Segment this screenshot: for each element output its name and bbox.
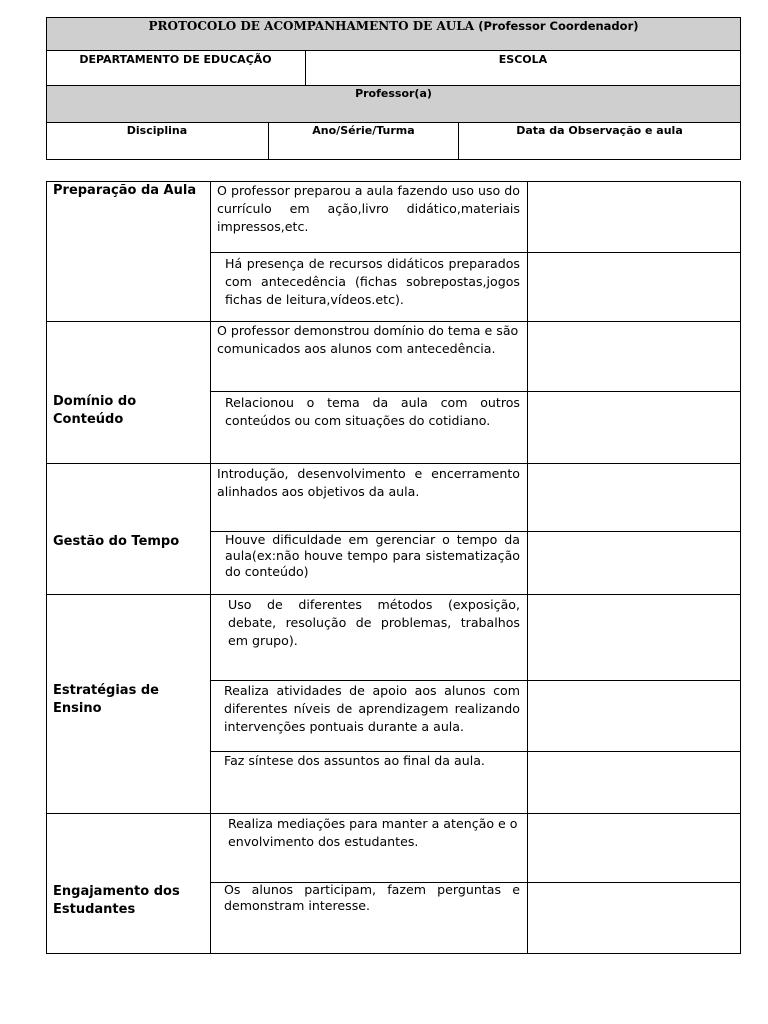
rating-cell[interactable] bbox=[528, 595, 740, 680]
criterion-item: Realiza mediações para manter a atenção e o envolvimento dos estudantes. bbox=[228, 816, 518, 849]
criterion-label: Estratégias de Ensino bbox=[53, 683, 159, 716]
department-label: DEPARTAMENTO DE EDUCAÇÃO bbox=[79, 53, 272, 66]
rating-cell[interactable] bbox=[528, 464, 740, 531]
criterion-item: Faz síntese dos assuntos ao final da aula. bbox=[224, 753, 485, 768]
criterion-item: Os alunos participam, fazem perguntas e demonstram interesse. bbox=[224, 882, 520, 913]
criterion-item: Introdução, desenvolvimento e encerramento alinhados aos objetivos da aula. bbox=[217, 466, 520, 499]
criterion-item: O professor preparou a aula fazendo uso uso do currículo em ação,livro didático,materiais impressos,etc. bbox=[217, 183, 520, 234]
form-title: PROTOCOLO DE ACOMPANHAMENTO DE AULA (Professor Coordenador) bbox=[148, 19, 639, 33]
rating-cell[interactable] bbox=[528, 814, 740, 882]
criterion-item: O professor demonstrou domínio do tema e são comunicados aos alunos com antecedência. bbox=[217, 323, 519, 356]
criterion-label: Gestão do Tempo bbox=[53, 534, 180, 549]
criterion-item: Houve dificuldade em gerenciar o tempo da aula(ex:não houve tempo para sistematização do conteúdo) bbox=[225, 532, 520, 579]
criterion-item: Relacionou o tema da aula com outros conteúdos ou com situações do cotidiano. bbox=[225, 395, 520, 428]
criterion-label: Domínio do Conteúdo bbox=[53, 394, 137, 427]
rating-cell[interactable] bbox=[528, 883, 740, 953]
grade-label: Ano/Série/Turma bbox=[312, 124, 415, 137]
rating-cell[interactable] bbox=[528, 182, 740, 252]
rating-cell[interactable] bbox=[528, 681, 740, 751]
date-label: Data da Observação e aula bbox=[516, 124, 683, 137]
criterion-label: Engajamento dos Estudantes bbox=[53, 884, 180, 917]
criterion-label: Preparação da Aula bbox=[53, 183, 197, 198]
rating-cell[interactable] bbox=[528, 392, 740, 463]
criterion-item: Realiza atividades de apoio aos alunos com diferentes níveis de aprendizagem realizando intervenções pontuais durante a aula. bbox=[224, 683, 520, 734]
school-label: ESCOLA bbox=[498, 53, 548, 66]
rating-cell[interactable] bbox=[528, 322, 740, 391]
teacher-label: Professor(a) bbox=[355, 87, 432, 100]
rating-cell[interactable] bbox=[528, 532, 740, 594]
criterion-item: Há presença de recursos didáticos preparados com antecedência (fichas sobrepostas,jogos fichas de leitura,vídeos.etc). bbox=[225, 256, 520, 307]
discipline-label: Disciplina bbox=[126, 124, 188, 137]
rating-cell[interactable] bbox=[528, 752, 740, 813]
criterion-item: Uso de diferentes métodos (exposição, debate, resolução de problemas, trabalhos em grupo). bbox=[228, 597, 520, 648]
rating-cell[interactable] bbox=[528, 253, 740, 321]
